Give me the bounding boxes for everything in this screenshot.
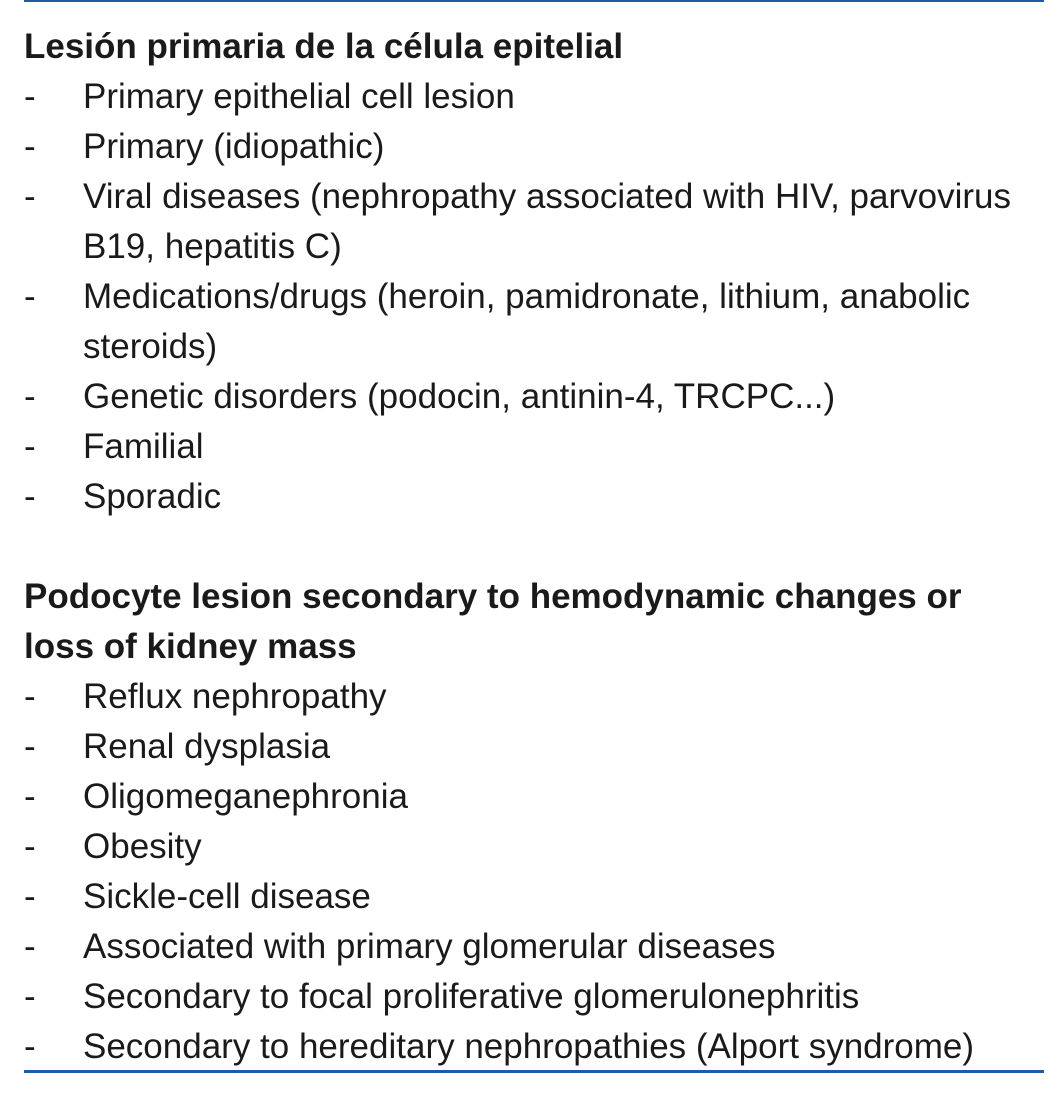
dash-bullet: -: [24, 977, 36, 1016]
dash-bullet: -: [24, 477, 36, 516]
list-item: [24, 472, 1024, 522]
section-primary-epithelial: [24, 22, 1024, 522]
dash-bullet: -: [24, 927, 36, 966]
bullet-list: [24, 72, 1024, 522]
dash-bullet: -: [24, 177, 36, 216]
list-item: [24, 72, 1024, 122]
document-body: [24, 22, 1024, 1072]
list-item-text: Medications/drugs (heroin, pamidronate, lithium, anabolic steroids): [83, 277, 971, 366]
dash-bullet: -: [24, 377, 36, 416]
bottom-rule: [24, 1070, 1044, 1073]
dash-bullet: -: [24, 727, 36, 766]
dash-bullet: -: [24, 127, 36, 166]
list-item: [24, 272, 1024, 372]
list-item: [24, 122, 1024, 172]
list-item: [24, 1022, 1024, 1072]
list-item: [24, 822, 1024, 872]
dash-bullet: -: [24, 877, 36, 916]
list-item-text: Viral diseases (nephropathy associated with HIV, parvovirus B19, hepatitis C): [83, 177, 1011, 266]
dash-bullet: -: [24, 427, 36, 466]
list-item: [24, 722, 1024, 772]
list-item-text: Sporadic: [83, 477, 222, 516]
list-item-text: Obesity: [83, 827, 202, 866]
list-item-text: Familial: [83, 427, 204, 466]
list-item: [24, 372, 1024, 422]
bullet-list: [24, 672, 1024, 1072]
list-item: [24, 922, 1024, 972]
section-podocyte-secondary: [24, 572, 1024, 1072]
list-item-text: Reflux nephropathy: [83, 677, 387, 716]
list-item-text: Oligomeganephronia: [83, 777, 408, 816]
dash-bullet: -: [24, 777, 36, 816]
list-item-text: Secondary to hereditary nephropathies (Alport syndrome): [83, 1027, 975, 1066]
list-item: [24, 872, 1024, 922]
dash-bullet: -: [24, 277, 36, 316]
list-item-text: Renal dysplasia: [83, 727, 331, 766]
dash-bullet: -: [24, 827, 36, 866]
list-item: [24, 972, 1024, 1022]
dash-bullet: -: [24, 1027, 36, 1066]
list-item: [24, 422, 1024, 472]
section-heading: Podocyte lesion secondary to hemodynamic changes or loss of kidney mass: [24, 577, 962, 666]
list-item-text: Associated with primary glomerular diseases: [83, 927, 776, 966]
dash-bullet: -: [24, 77, 36, 116]
dash-bullet: -: [24, 677, 36, 716]
list-item-text: Secondary to focal proliferative glomerulonephritis: [83, 977, 860, 1016]
list-item: [24, 772, 1024, 822]
section-heading: Lesión primaria de la célula epitelial: [24, 27, 624, 66]
list-item-text: Genetic disorders (podocin, antinin-4, TRCPC...): [83, 377, 836, 416]
list-item-text: Sickle-cell disease: [83, 877, 371, 916]
list-item: [24, 172, 1024, 272]
list-item-text: Primary epithelial cell lesion: [83, 77, 515, 116]
top-rule: [24, 0, 1044, 2]
list-item: [24, 672, 1024, 722]
list-item-text: Primary (idiopathic): [83, 127, 385, 166]
